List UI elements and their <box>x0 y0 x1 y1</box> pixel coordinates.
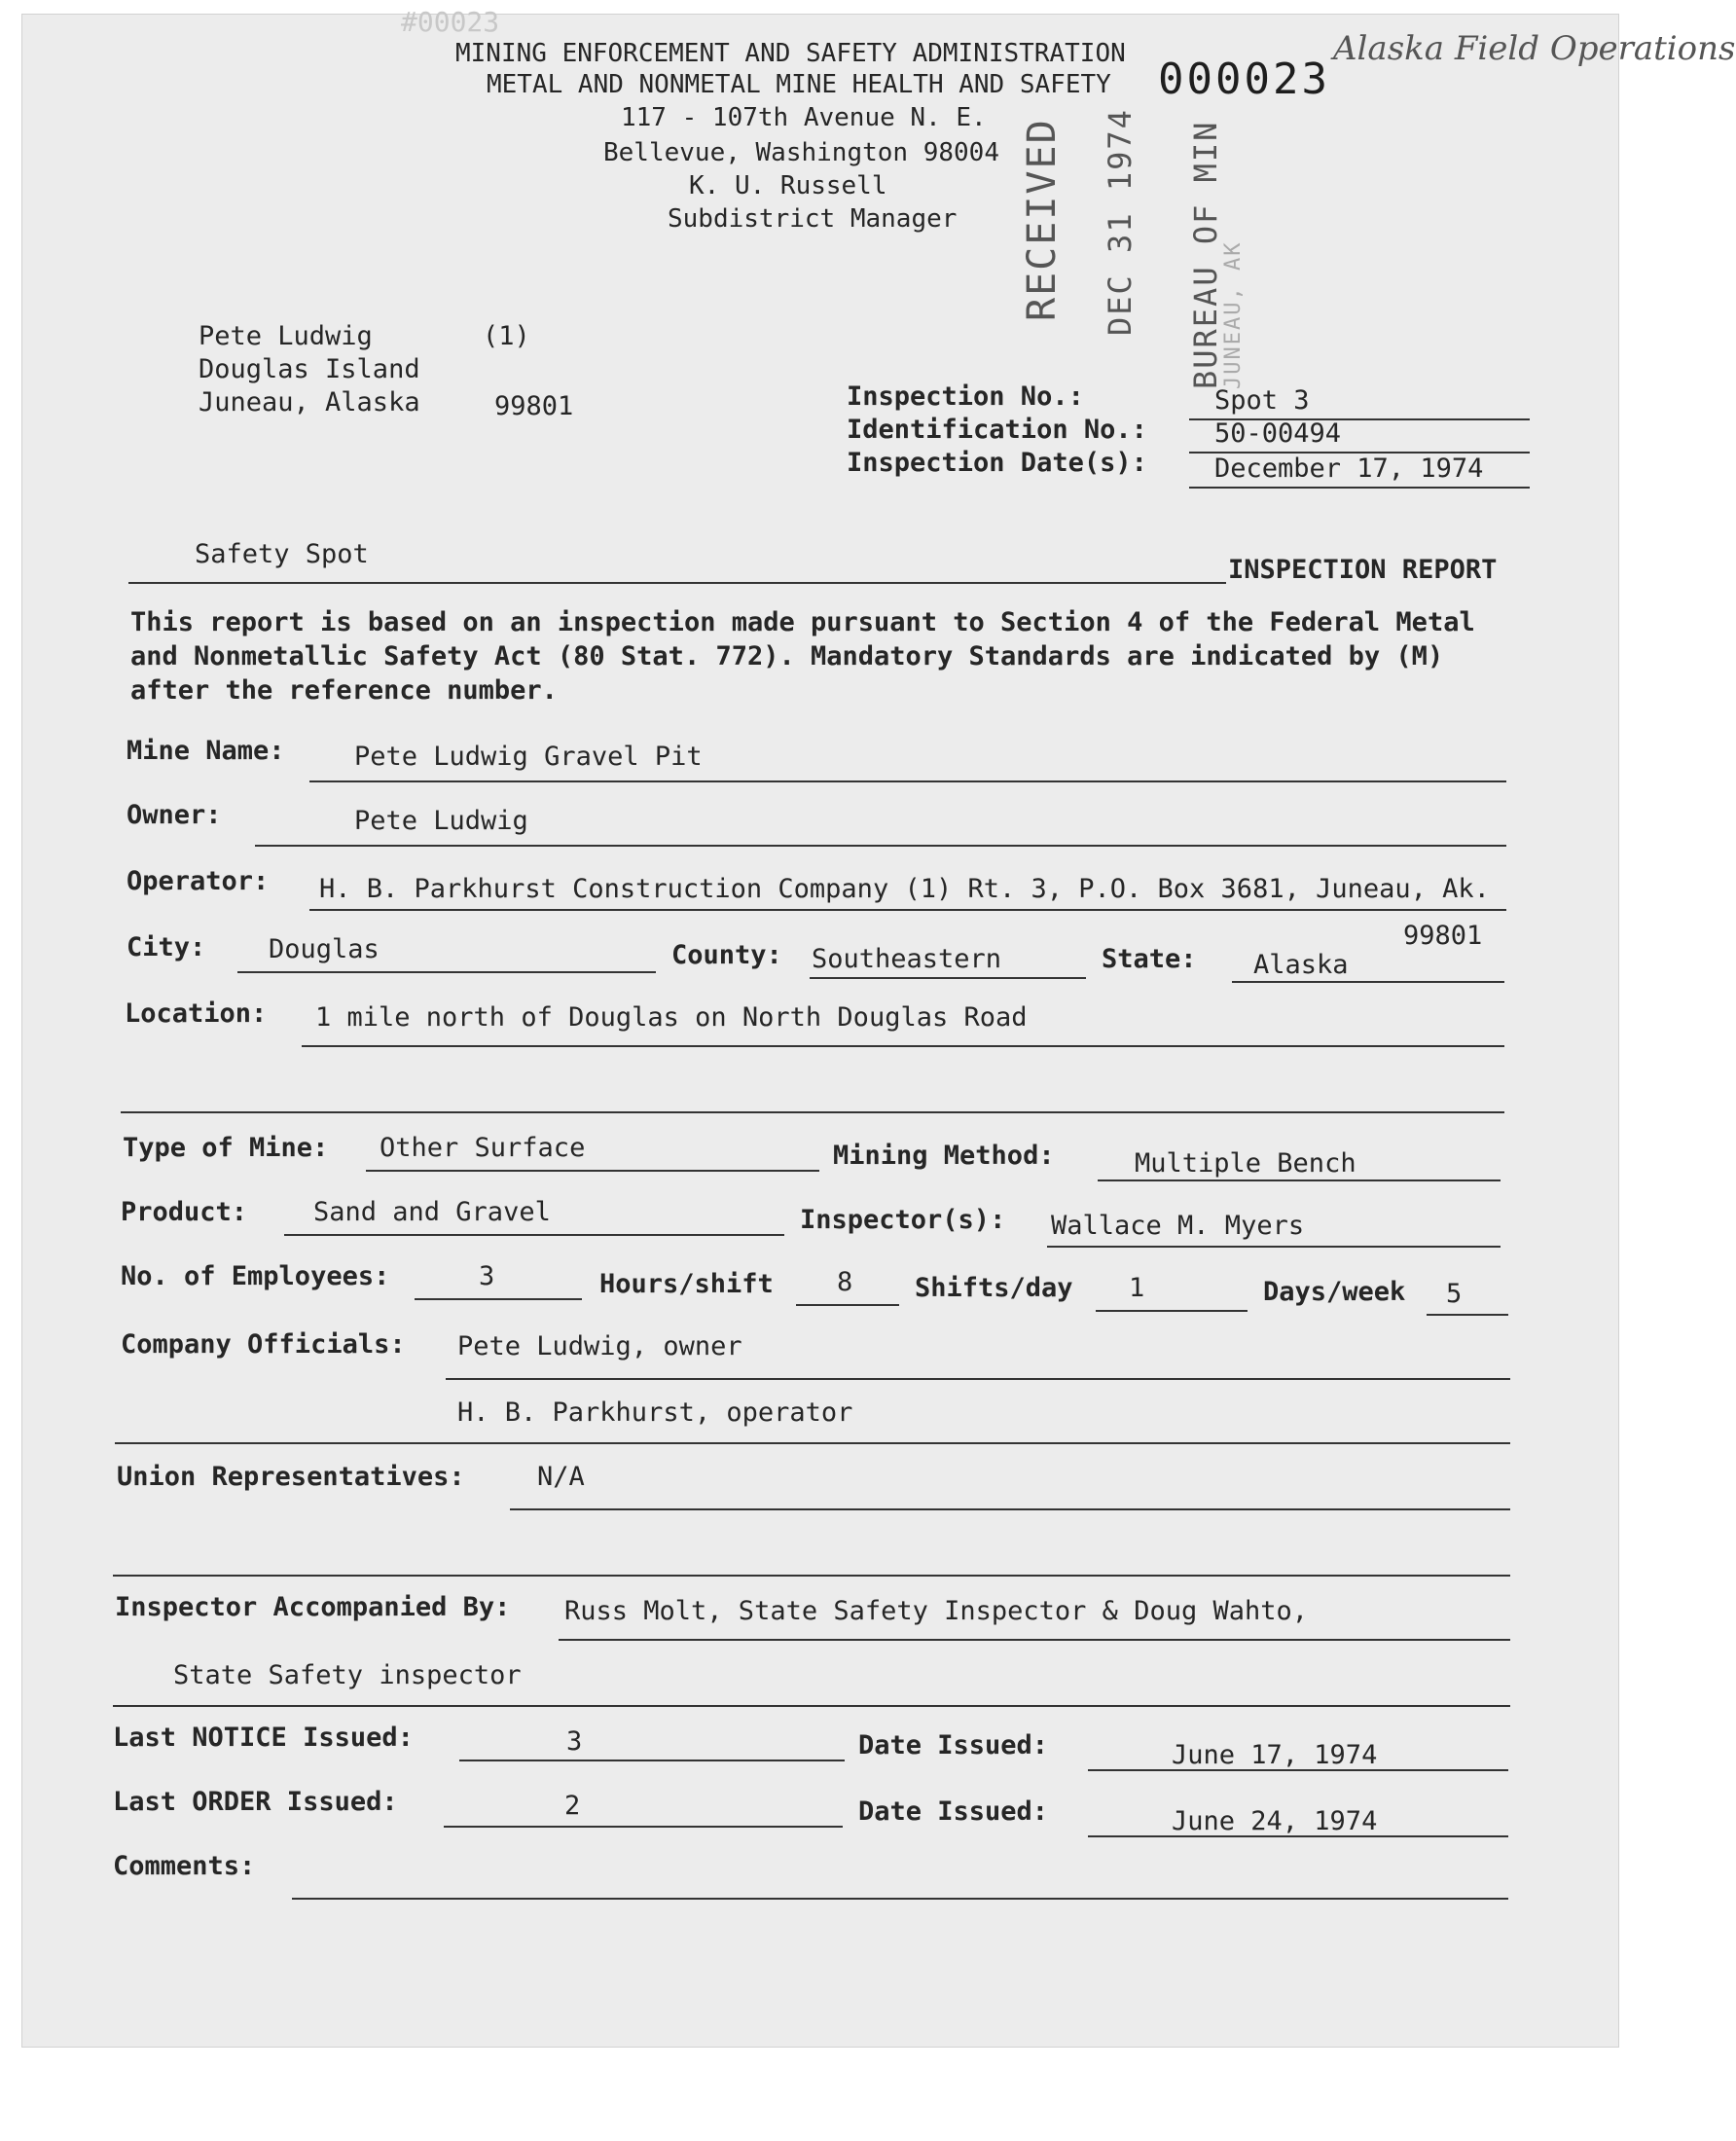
last-order-value: 2 <box>564 1791 581 1821</box>
product-value: Sand and Gravel <box>313 1197 551 1227</box>
handwritten-note: Alaska Field Operations <box>1333 29 1736 68</box>
comments-label: Comments: <box>113 1851 256 1881</box>
ghost-document-number: #00023 <box>401 6 500 38</box>
inspectors-value: Wallace M. Myers <box>1051 1211 1305 1241</box>
mining-method-value: Multiple Bench <box>1135 1148 1356 1179</box>
identification-no-value: 50-00494 <box>1214 418 1342 449</box>
county-value: Southeastern <box>812 944 1002 974</box>
accompanied-by-label: Inspector Accompanied By: <box>115 1592 511 1622</box>
report-title: INSPECTION REPORT <box>1228 555 1498 585</box>
intro-paragraph: This report is based on an inspection made pursuant to Section 4 of the Federal Metal and Nonmetallic Safety Act (80 Stat. 772). Mandatory Standards are indicated by (M) after the reference number. <box>130 607 1475 706</box>
owner-value: Pete Ludwig <box>354 806 528 836</box>
recipient-mark: (1) <box>483 321 530 351</box>
recipient-zip: 99801 <box>494 391 574 421</box>
owner-label: Owner: <box>127 800 222 830</box>
document-number: 000023 <box>1158 54 1330 104</box>
location-value: 1 mile north of Douglas on North Douglas Road <box>315 1002 1028 1033</box>
order-date-issued-value: June 24, 1974 <box>1172 1806 1378 1836</box>
type-of-mine-label: Type of Mine: <box>123 1133 329 1163</box>
hours-per-shift-value: 8 <box>837 1267 853 1297</box>
recipient-location: Douglas Island <box>199 354 420 384</box>
hours-per-shift-label: Hours/shift <box>599 1269 774 1299</box>
inspection-date-label: Inspection Date(s): <box>847 448 1147 478</box>
operator-value: H. B. Parkhurst Construction Company (1) Rt. 3, P.O. Box 3681, Juneau, Ak. <box>319 874 1490 904</box>
mine-name-value: Pete Ludwig Gravel Pit <box>354 742 703 772</box>
city-label: City: <box>127 932 206 962</box>
recipient-city: Juneau, Alaska <box>199 387 420 417</box>
inspection-date-value: December 17, 1974 <box>1214 454 1484 484</box>
accompanied-by-1: Russ Molt, State Safety Inspector & Doug Wahto, <box>564 1596 1309 1626</box>
shifts-per-day-value: 1 <box>1129 1273 1145 1303</box>
state-label: State: <box>1102 944 1197 974</box>
company-officials-label: Company Officials: <box>121 1329 406 1360</box>
shifts-per-day-label: Shifts/day <box>915 1273 1073 1303</box>
accompanied-by-2: State Safety inspector <box>173 1660 522 1690</box>
report-type: Safety Spot <box>195 539 369 569</box>
received-stamp-label: RECEIVED <box>1020 118 1065 321</box>
header-address-city: Bellevue, Washington 98004 <box>603 138 999 167</box>
product-label: Product: <box>121 1197 248 1227</box>
header-manager-name: K. U. Russell <box>689 171 887 200</box>
last-order-label: Last ORDER Issued: <box>113 1787 398 1817</box>
recipient-name: Pete Ludwig <box>199 321 373 351</box>
mine-name-label: Mine Name: <box>127 736 285 766</box>
notice-date-issued-value: June 17, 1974 <box>1172 1740 1378 1770</box>
received-stamp-date: DEC 31 1974 <box>1102 108 1139 336</box>
last-notice-label: Last NOTICE Issued: <box>113 1723 414 1753</box>
city-value: Douglas <box>269 934 380 964</box>
identification-no-label: Identification No.: <box>847 415 1147 445</box>
operator-zip: 99801 <box>1403 921 1483 951</box>
type-of-mine-value: Other Surface <box>380 1133 586 1163</box>
mining-method-label: Mining Method: <box>833 1141 1055 1171</box>
union-representatives-label: Union Representatives: <box>117 1462 465 1492</box>
union-representatives-value: N/A <box>537 1462 585 1492</box>
last-notice-value: 3 <box>566 1726 583 1757</box>
received-stamp-city: JUNEAU, AK <box>1221 240 1246 389</box>
employees-value: 3 <box>479 1261 495 1291</box>
header-division: METAL AND NONMETAL MINE HEALTH AND SAFETY <box>487 70 1111 99</box>
header-address-street: 117 - 107th Avenue N. E. <box>621 103 987 132</box>
inspection-no-label: Inspection No.: <box>847 381 1084 412</box>
company-official-1: Pete Ludwig, owner <box>457 1331 742 1361</box>
inspection-no-value: Spot 3 <box>1214 385 1310 416</box>
header-manager-title: Subdistrict Manager <box>668 204 958 234</box>
header-agency: MINING ENFORCEMENT AND SAFETY ADMINISTRATION <box>455 39 1126 68</box>
days-per-week-label: Days/week <box>1263 1277 1406 1307</box>
notice-date-issued-label: Date Issued: <box>858 1730 1049 1760</box>
order-date-issued-label: Date Issued: <box>858 1796 1049 1827</box>
operator-label: Operator: <box>127 866 270 896</box>
county-label: County: <box>671 940 782 970</box>
days-per-week-value: 5 <box>1446 1279 1463 1309</box>
state-value: Alaska <box>1253 950 1349 980</box>
location-label: Location: <box>125 998 268 1029</box>
inspectors-label: Inspector(s): <box>800 1205 1006 1235</box>
employees-label: No. of Employees: <box>121 1261 390 1291</box>
received-stamp-bureau: BUREAU OF MIN <box>1187 120 1224 389</box>
company-official-2: H. B. Parkhurst, operator <box>457 1397 853 1428</box>
